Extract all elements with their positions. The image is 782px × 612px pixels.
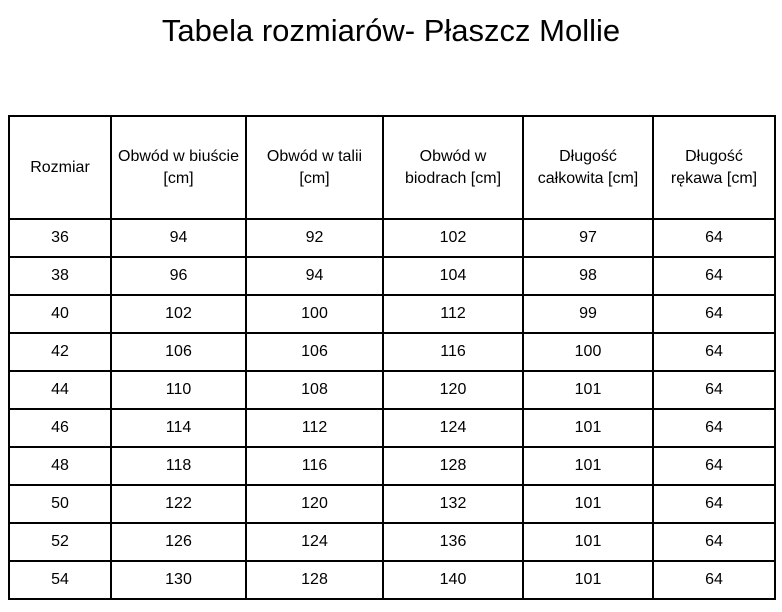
table-cell: 52	[9, 523, 111, 561]
table-cell: 38	[9, 257, 111, 295]
table-cell: 92	[246, 219, 383, 257]
table-cell: 64	[653, 257, 775, 295]
table-cell: 126	[111, 523, 246, 561]
table-cell: 120	[246, 485, 383, 523]
table-row	[9, 333, 775, 371]
table-cell: 101	[523, 523, 653, 561]
column-header: Obwód w talii [cm]	[246, 116, 383, 219]
table-cell: 64	[653, 447, 775, 485]
table-cell: 122	[111, 485, 246, 523]
table-cell: 94	[246, 257, 383, 295]
table-row	[9, 447, 775, 485]
table-cell: 98	[523, 257, 653, 295]
size-table-header	[9, 116, 775, 219]
table-cell: 97	[523, 219, 653, 257]
table-row	[9, 485, 775, 523]
table-cell: 128	[383, 447, 523, 485]
table-row	[9, 257, 775, 295]
table-cell: 116	[383, 333, 523, 371]
table-cell: 140	[383, 561, 523, 599]
table-cell: 118	[111, 447, 246, 485]
table-cell: 106	[246, 333, 383, 371]
table-cell: 101	[523, 447, 653, 485]
table-cell: 54	[9, 561, 111, 599]
table-cell: 64	[653, 333, 775, 371]
table-cell: 64	[653, 295, 775, 333]
column-header: Długość rękawa [cm]	[653, 116, 775, 219]
table-cell: 101	[523, 485, 653, 523]
table-cell: 64	[653, 219, 775, 257]
table-cell: 44	[9, 371, 111, 409]
header-row	[9, 116, 775, 219]
table-cell: 99	[523, 295, 653, 333]
table-row	[9, 409, 775, 447]
table-cell: 64	[653, 371, 775, 409]
table-row	[9, 295, 775, 333]
table-cell: 36	[9, 219, 111, 257]
table-cell: 64	[653, 485, 775, 523]
table-cell: 64	[653, 409, 775, 447]
table-cell: 64	[653, 561, 775, 599]
column-header: Obwód w biuście [cm]	[111, 116, 246, 219]
table-cell: 48	[9, 447, 111, 485]
table-cell: 101	[523, 561, 653, 599]
table-cell: 116	[246, 447, 383, 485]
table-cell: 96	[111, 257, 246, 295]
page-title: Tabela rozmiarów- Płaszcz Mollie	[161, 13, 621, 48]
table-row	[9, 219, 775, 257]
table-cell: 40	[9, 295, 111, 333]
table-cell: 108	[246, 371, 383, 409]
table-cell: 64	[653, 523, 775, 561]
table-cell: 120	[383, 371, 523, 409]
column-header: Długość całkowita [cm]	[523, 116, 653, 219]
document-page	[0, 12, 782, 612]
table-cell: 124	[383, 409, 523, 447]
table-cell: 112	[246, 409, 383, 447]
table-cell: 101	[523, 371, 653, 409]
table-cell: 114	[111, 409, 246, 447]
table-cell: 100	[523, 333, 653, 371]
table-cell: 132	[383, 485, 523, 523]
table-cell: 130	[111, 561, 246, 599]
size-table-body	[9, 219, 775, 599]
table-row	[9, 561, 775, 599]
table-cell: 94	[111, 219, 246, 257]
table-cell: 112	[383, 295, 523, 333]
table-cell: 42	[9, 333, 111, 371]
table-cell: 110	[111, 371, 246, 409]
column-header: Rozmiar	[9, 116, 111, 219]
table-cell: 101	[523, 409, 653, 447]
column-header: Obwód w biodrach [cm]	[383, 116, 523, 219]
table-row	[9, 371, 775, 409]
size-table	[8, 115, 776, 600]
table-cell: 50	[9, 485, 111, 523]
table-cell: 128	[246, 561, 383, 599]
table-cell: 46	[9, 409, 111, 447]
table-cell: 102	[383, 219, 523, 257]
table-row	[9, 523, 775, 561]
table-cell: 104	[383, 257, 523, 295]
table-cell: 136	[383, 523, 523, 561]
table-cell: 100	[246, 295, 383, 333]
table-cell: 102	[111, 295, 246, 333]
table-cell: 124	[246, 523, 383, 561]
table-cell: 106	[111, 333, 246, 371]
